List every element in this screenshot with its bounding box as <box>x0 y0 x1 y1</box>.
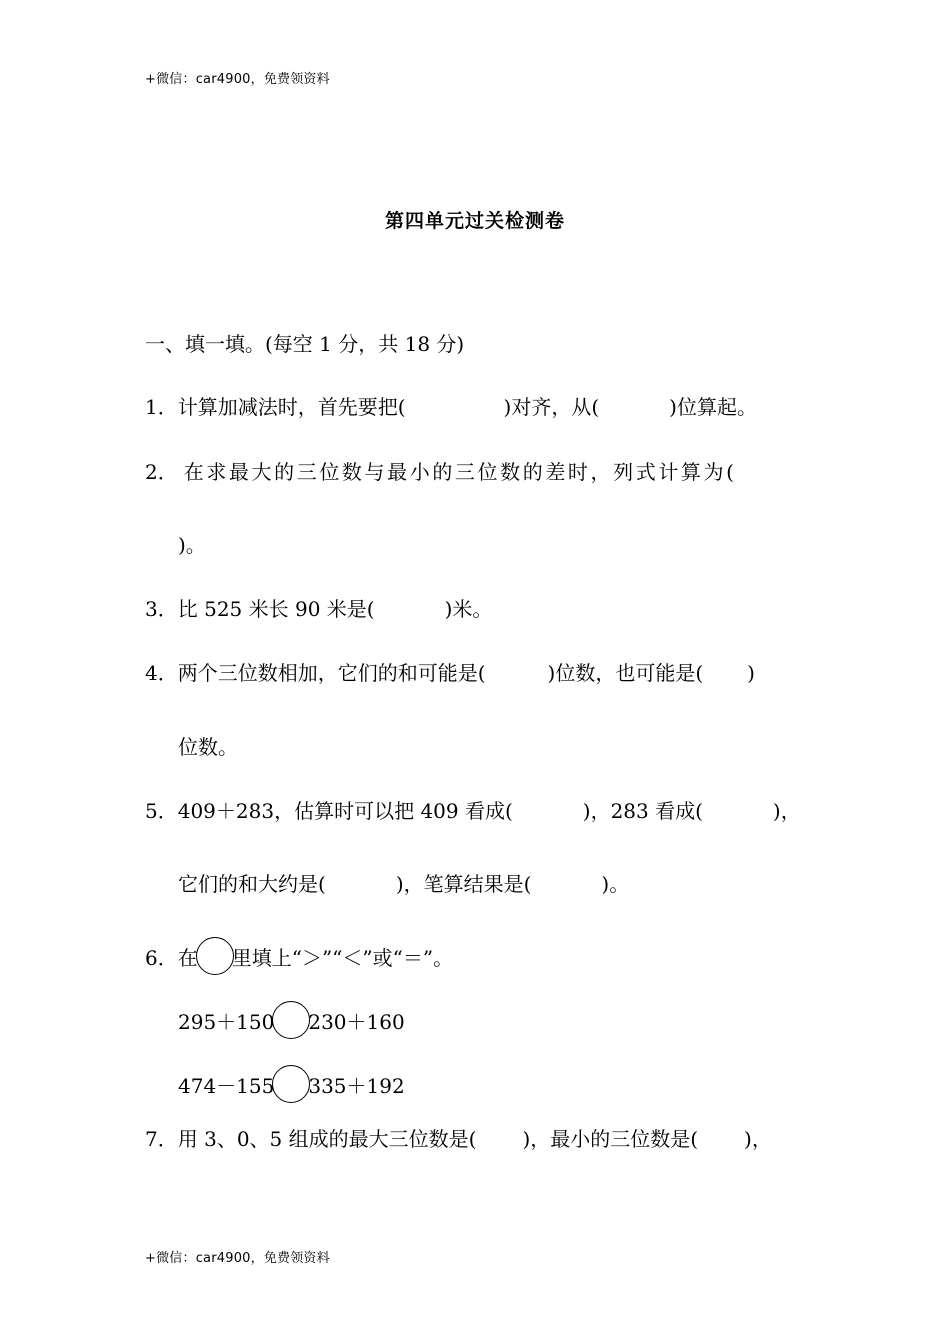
question-text: 在求最大的三位数与最小的三位数的差时，列式计算为( <box>183 460 737 484</box>
question-text: ) <box>747 661 755 685</box>
question-text: )米。 <box>444 597 493 621</box>
question-text: )， <box>772 799 801 823</box>
question-number: 6． <box>145 946 178 970</box>
question-5-continuation <box>178 872 629 896</box>
header-note: +微信：car4900，免费领资料 <box>145 72 330 87</box>
question-7 <box>145 1127 772 1151</box>
question-text: )， <box>744 1127 772 1151</box>
question-text: 计算加减法时，首先要把( <box>177 395 406 419</box>
question-number: 3． <box>145 597 178 621</box>
question-number: 7． <box>145 1127 178 1151</box>
question-text: )，笔算结果是( <box>395 872 532 896</box>
question-text: )位算起。 <box>669 395 757 419</box>
question-text: 两个三位数相加，它们的和可能是( <box>177 661 486 685</box>
question-text: 位数。 <box>178 735 238 759</box>
question-1 <box>145 395 757 419</box>
question-2-continuation <box>178 533 206 557</box>
expression-right: 230＋160 <box>308 1010 405 1034</box>
question-4 <box>145 661 755 685</box>
question-2 <box>145 460 737 484</box>
expression-left: 474－155 <box>178 1074 275 1098</box>
footer-note: +微信：car4900，免费领资料 <box>145 1251 330 1266</box>
question-text: )，最小的三位数是( <box>522 1127 699 1151</box>
question-6 <box>145 937 453 975</box>
question-4-continuation <box>178 735 238 759</box>
question-text: 它们的和大约是( <box>178 872 326 896</box>
question-text: 409＋283，估算时可以把 409 看成( <box>177 799 513 823</box>
comparison-circle[interactable] <box>272 1065 310 1103</box>
question-text: 在 <box>177 946 198 970</box>
question-text: 里填上“＞”“＜”或“＝”。 <box>231 946 454 970</box>
question-number: 5． <box>145 799 178 823</box>
question-number: 1． <box>145 395 178 419</box>
question-3 <box>145 597 492 621</box>
question-text: 用 3、0、5 组成的最大三位数是( <box>177 1127 477 1151</box>
expression-right: 335＋192 <box>308 1074 405 1098</box>
question-text: 比 525 米长 90 米是( <box>177 597 375 621</box>
question-text: )。 <box>601 872 630 896</box>
question-number: 2． <box>145 460 178 484</box>
section-heading: 一、填一填。(每空 1 分，共 18 分) <box>145 332 465 356</box>
comparison-row-1 <box>178 1001 405 1039</box>
expression-left: 295＋150 <box>178 1010 275 1034</box>
question-text: )位数，也可能是( <box>547 661 704 685</box>
comparison-circle[interactable] <box>272 1001 310 1039</box>
question-text: )。 <box>178 533 206 557</box>
question-number: 4． <box>145 661 178 685</box>
question-5 <box>145 799 801 823</box>
question-text: )对齐，从( <box>503 395 600 419</box>
comparison-circle-icon <box>196 937 234 975</box>
page-title: 第四单元过关检测卷 <box>384 210 565 232</box>
comparison-row-2 <box>178 1065 405 1103</box>
question-text: )，283 看成( <box>582 799 703 823</box>
